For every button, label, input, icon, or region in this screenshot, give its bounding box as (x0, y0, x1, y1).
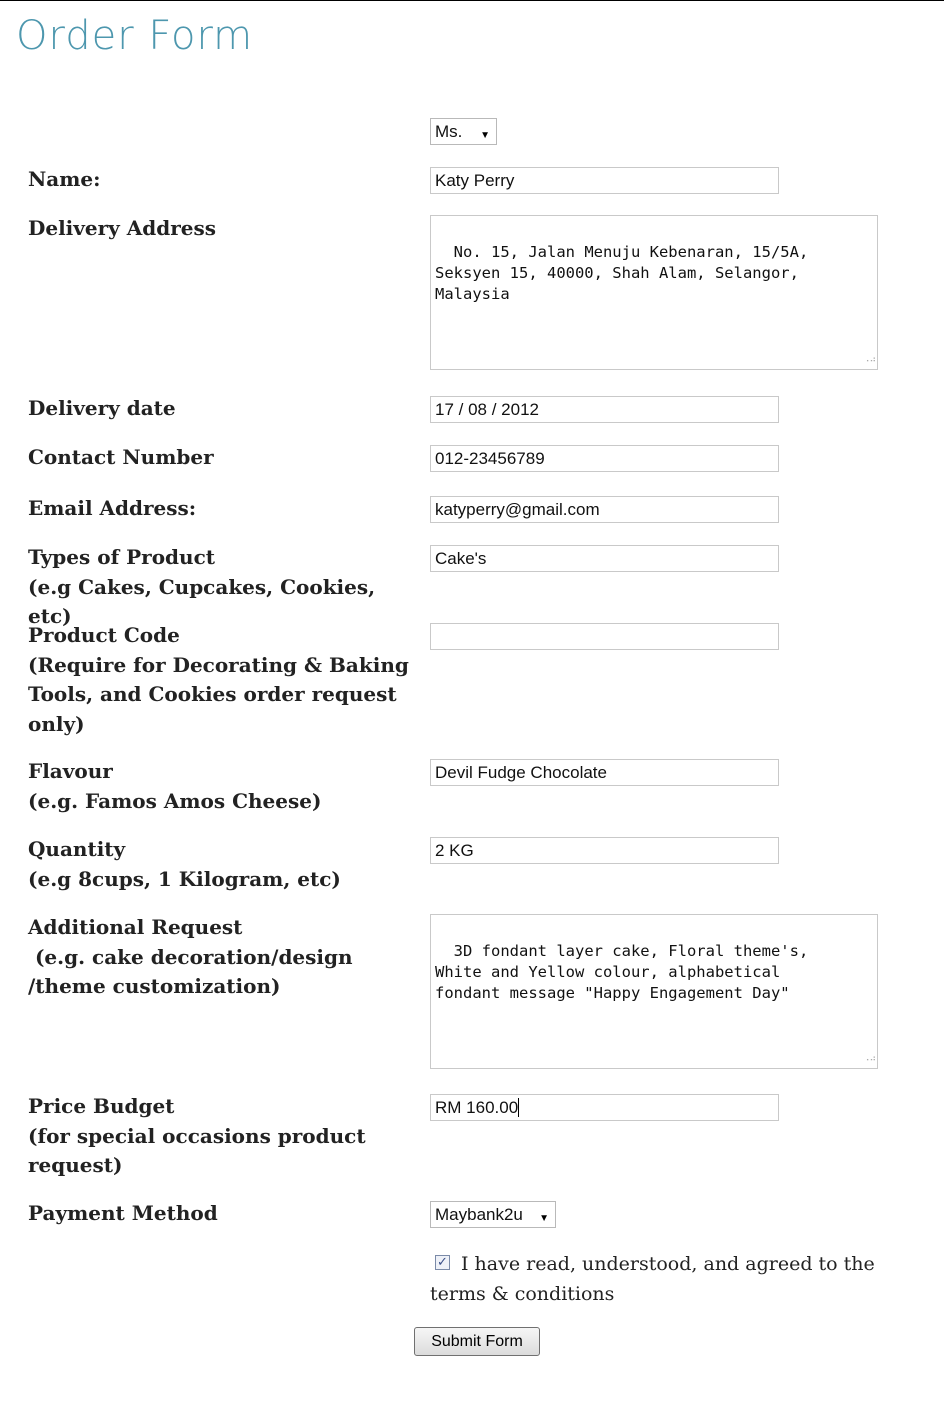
delivery-date-label: Delivery date (28, 396, 176, 420)
additional-textarea[interactable] (430, 914, 878, 1069)
resize-grip-icon[interactable]: ⠠⠴ (863, 1054, 877, 1064)
product-type-input[interactable]: Cake's (430, 545, 779, 572)
product-type-hint: (e.g Cakes, Cupcakes, Cookies, etc) (28, 574, 376, 628)
quantity-input[interactable]: 2 KG (430, 837, 779, 864)
quantity-label: Quantity (e.g 8cups, 1 Kilogram, etc) (28, 835, 418, 894)
product-code-label: Product Code (Require for Decorating & Baking Tools, and Cookies order request only) (28, 623, 409, 736)
budget-label: Price Budget (for special occasions product request) (28, 1094, 366, 1177)
email-input[interactable]: katyperry@gmail.com (430, 496, 779, 523)
quantity-hint: (e.g 8cups, 1 Kilogram, etc) (28, 866, 341, 891)
payment-value: Maybank2u (435, 1205, 523, 1224)
delivery-date-input[interactable]: 17 / 08 / 2012 (430, 396, 779, 423)
budget-input[interactable] (430, 1094, 779, 1121)
salutation-value: Ms. (435, 122, 463, 141)
product-code-input[interactable] (430, 623, 779, 650)
resize-grip-icon[interactable]: ⠠⠴ (863, 355, 877, 365)
email-label: Email Address: (28, 496, 197, 520)
contact-label: Contact Number (28, 445, 214, 469)
terms-checkbox[interactable]: ✓ (435, 1255, 450, 1270)
page-title: Order Form (16, 13, 254, 59)
name-label: Name: (28, 167, 101, 191)
name-input[interactable]: Katy Perry (430, 167, 779, 194)
chevron-down-icon: ▼ (539, 1213, 549, 1224)
additional-text: 3D fondant layer cake, Floral theme's, White and Yellow colour, alphabetical fondant message "Happy Engagement Day" (435, 942, 809, 1002)
address-label: Delivery Address (28, 216, 216, 240)
flavour-hint: (e.g. Famos Amos Cheese) (28, 788, 322, 813)
flavour-label: Flavour (e.g. Famos Amos Cheese) (28, 757, 418, 816)
budget-value: RM 160.00 (435, 1098, 519, 1117)
additional-label: Additional Request (e.g. cake decoration/design /theme customization) (28, 915, 353, 998)
payment-select[interactable] (430, 1201, 556, 1228)
product-type-label: Types of Product (e.g Cakes, Cupcakes, Cookies, etc) (28, 543, 418, 632)
submit-button[interactable]: Submit Form (414, 1327, 540, 1356)
terms-label[interactable]: I have read, understood, and agreed to the terms & conditions (430, 1253, 875, 1305)
flavour-input[interactable]: Devil Fudge Chocolate (430, 759, 779, 786)
address-text: No. 15, Jalan Menuju Kebenaran, 15/5A, Seksyen 15, 40000, Shah Alam, Selangor, Malaysia (435, 243, 809, 303)
contact-input[interactable]: 012-23456789 (430, 445, 779, 472)
address-textarea[interactable] (430, 215, 878, 370)
payment-label: Payment Method (28, 1201, 218, 1225)
salutation-select[interactable] (430, 118, 497, 145)
chevron-down-icon: ▼ (480, 130, 490, 141)
